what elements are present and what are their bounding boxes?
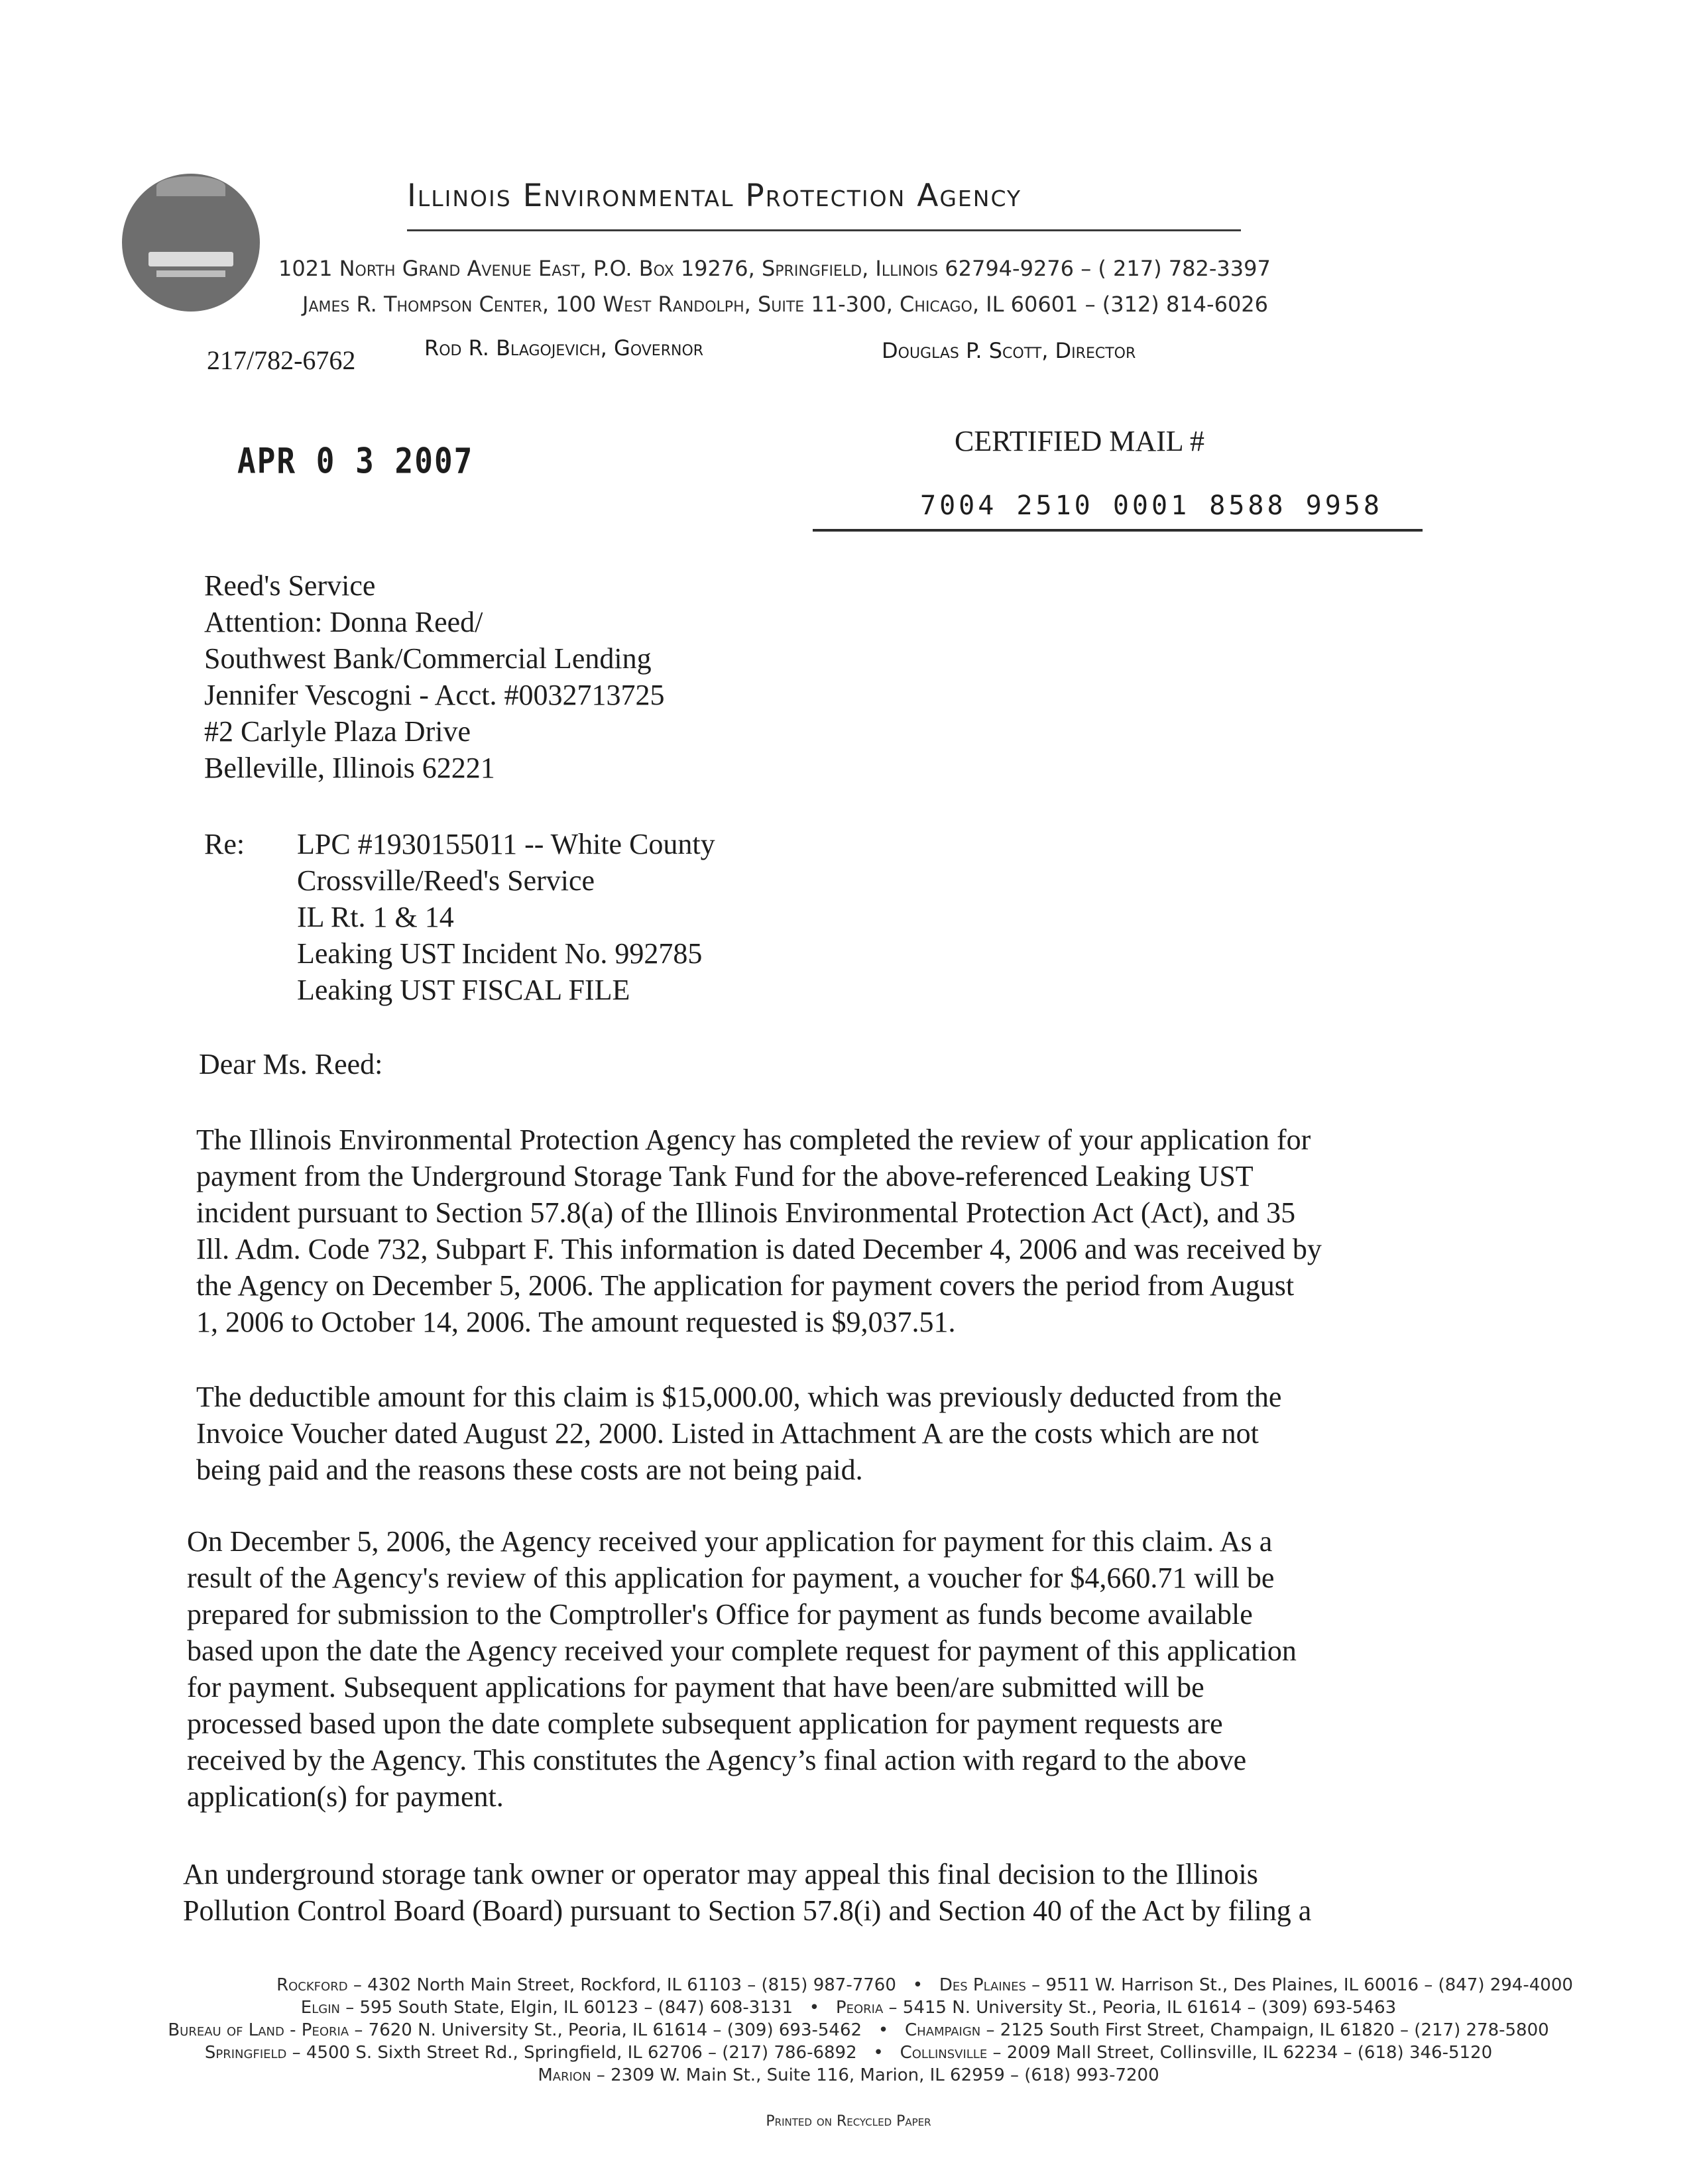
letterhead-rule	[407, 229, 1241, 231]
footer-office-city: Springfield	[204, 2043, 287, 2063]
footer-separator: •	[809, 1998, 820, 2018]
paragraph-voucher	[187, 1523, 1297, 1815]
re-line: IL Rt. 1 & 14	[297, 901, 454, 933]
footer-office-city: Rockford	[276, 1975, 348, 1995]
paragraph-line: application(s) for payment.	[187, 1780, 504, 1813]
footer-office-address: – 5415 N. University St., Peoria, IL 61614 – (309) 693-5463	[883, 1998, 1397, 2018]
certified-mail-label: CERTIFIED MAIL #	[955, 425, 1205, 457]
recipient-line: Jennifer Vescogni - Acct. #0032713725	[204, 679, 665, 711]
paragraph-line: The Illinois Environmental Protection Agency has completed the review of your application for	[196, 1123, 1311, 1156]
paragraph-line: The deductible amount for this claim is $15,000.00, which was previously deducted from the	[196, 1381, 1282, 1413]
recycled-paper-note: Printed on Recycled Paper	[766, 2113, 931, 2130]
re-label: Re:	[204, 828, 245, 860]
certified-mail-rule	[813, 529, 1423, 532]
recipient-line: Reed's Service	[204, 569, 376, 602]
paragraph-line: processed based upon the date complete subsequent application for payment requests are	[187, 1707, 1223, 1740]
footer-office-city: Champaign	[905, 2020, 981, 2040]
agency-name: Illinois Environmental Protection Agency	[407, 178, 1022, 214]
footer-office-city: Des Plaines	[939, 1975, 1026, 1995]
recipient-line: Belleville, Illinois 62221	[204, 752, 495, 784]
paragraph-deductible	[196, 1379, 1281, 1488]
footer-office-address: – 9511 W. Harrison St., Des Plaines, IL 60016 – (847) 294-4000	[1025, 1975, 1573, 1995]
date-stamp: APR 0 3 2007	[237, 440, 474, 482]
footer-office-address: – 4302 North Main Street, Rockford, IL 61103 – (815) 987-7760	[347, 1975, 896, 1995]
paragraph-line: On December 5, 2006, the Agency received your application for payment for this claim. As a	[187, 1525, 1273, 1558]
recipient-line: Attention: Donna Reed/	[204, 606, 483, 638]
paragraph-line: result of the Agency's review of this application for payment, a voucher for $4,660.71 will be	[187, 1562, 1275, 1594]
seal-top-mark	[156, 176, 225, 196]
salutation: Dear Ms. Reed:	[199, 1048, 383, 1080]
certified-mail-number: 7004 2510 0001 8588 9958	[920, 490, 1383, 521]
re-line: Leaking UST Incident No. 992785	[297, 937, 703, 970]
paragraph-line: Invoice Voucher dated August 22, 2000. Listed in Attachment A are the costs which are not	[196, 1417, 1259, 1450]
footer-separator: •	[878, 2020, 889, 2040]
footer-row	[0, 2064, 1697, 2087]
re-line: Leaking UST FISCAL FILE	[297, 974, 630, 1006]
footer-separator: •	[873, 2043, 884, 2063]
paragraph-line: incident pursuant to Section 57.8(a) of the Illinois Environmental Protection Act (Act), and 35	[196, 1196, 1296, 1229]
footer-row	[0, 2019, 1697, 2041]
paragraph-line: Ill. Adm. Code 732, Subpart F. This information is dated December 4, 2006 and was received by	[196, 1233, 1322, 1265]
seal-band	[148, 252, 233, 266]
recipient-line: #2 Carlyle Plaza Drive	[204, 715, 471, 748]
paragraph-appeal	[183, 1856, 1311, 1929]
paragraph-line: received by the Agency. This constitutes the Agency’s final action with regard to the above	[187, 1744, 1247, 1776]
footer-office-city: Bureau of Land - Peoria	[168, 2020, 349, 2040]
paragraph-line: based upon the date the Agency received your complete request for payment of this application	[187, 1635, 1297, 1667]
seal-band-lower	[156, 270, 225, 277]
recipient-address	[204, 567, 665, 786]
footer-row	[0, 1996, 1697, 2019]
paragraph-review	[196, 1121, 1322, 1340]
governor-name: Rod R. Blagojevich, Governor	[424, 335, 704, 361]
director-name: Douglas P. Scott, Director	[882, 338, 1136, 363]
paragraph-line: Pollution Control Board (Board) pursuant to Section 57.8(i) and Section 40 of the Act by filing a	[183, 1894, 1312, 1927]
re-line: Crossville/Reed's Service	[297, 864, 595, 897]
agency-address-springfield: 1021 North Grand Avenue East, P.O. Box 19276, Springfield, Illinois 62794-9276 – ( 217) 782-3397	[278, 256, 1271, 281]
footer-office-city: Elgin	[300, 1998, 340, 2018]
regional-offices-footer	[0, 1974, 1697, 2087]
paragraph-line: being paid and the reasons these costs are not being paid.	[196, 1454, 863, 1486]
re-line: LPC #1930155011 -- White County	[297, 828, 715, 860]
agency-seal	[122, 174, 260, 312]
footer-office-city: Collinsville	[900, 2043, 988, 2063]
paragraph-line: An underground storage tank owner or operator may appeal this final decision to the Illinois	[183, 1858, 1258, 1890]
footer-office-address: – 595 South State, Elgin, IL 60123 – (847) 608-3131	[339, 1998, 793, 2018]
footer-office-address: – 2125 South First Street, Champaign, IL 61820 – (217) 278-5800	[980, 2020, 1549, 2040]
contact-phone: 217/782-6762	[207, 345, 356, 375]
footer-office-city: Peoria	[835, 1998, 884, 2018]
footer-office-address: – 7620 N. University St., Peoria, IL 61614 – (309) 693-5462	[349, 2020, 862, 2040]
footer-separator: •	[912, 1975, 923, 1995]
paragraph-line: payment from the Underground Storage Tank Fund for the above-referenced Leaking UST	[196, 1160, 1254, 1192]
footer-office-address: – 2009 Mall Street, Collinsville, IL 62234 – (618) 346-5120	[987, 2043, 1493, 2063]
re-block	[297, 826, 715, 1008]
footer-office-address: – 2309 W. Main St., Suite 116, Marion, IL 62959 – (618) 993-7200	[591, 2065, 1159, 2085]
footer-office-address: – 4500 S. Sixth Street Rd., Springfield, IL 62706 – (217) 786-6892	[286, 2043, 857, 2063]
paragraph-line: prepared for submission to the Comptroller's Office for payment as funds become available	[187, 1598, 1253, 1631]
paragraph-line: for payment. Subsequent applications for payment that have been/are submitted will be	[187, 1671, 1204, 1703]
footer-row	[0, 2041, 1697, 2064]
footer-office-city: Marion	[538, 2065, 591, 2085]
agency-address-chicago: James R. Thompson Center, 100 West Randolph, Suite 11-300, Chicago, IL 60601 – (312) 814-6026	[302, 292, 1269, 317]
footer-row	[0, 1974, 1697, 1996]
recipient-line: Southwest Bank/Commercial Lending	[204, 642, 652, 675]
paragraph-line: 1, 2006 to October 14, 2006. The amount requested is $9,037.51.	[196, 1306, 956, 1338]
paragraph-line: the Agency on December 5, 2006. The application for payment covers the period from August	[196, 1269, 1295, 1302]
